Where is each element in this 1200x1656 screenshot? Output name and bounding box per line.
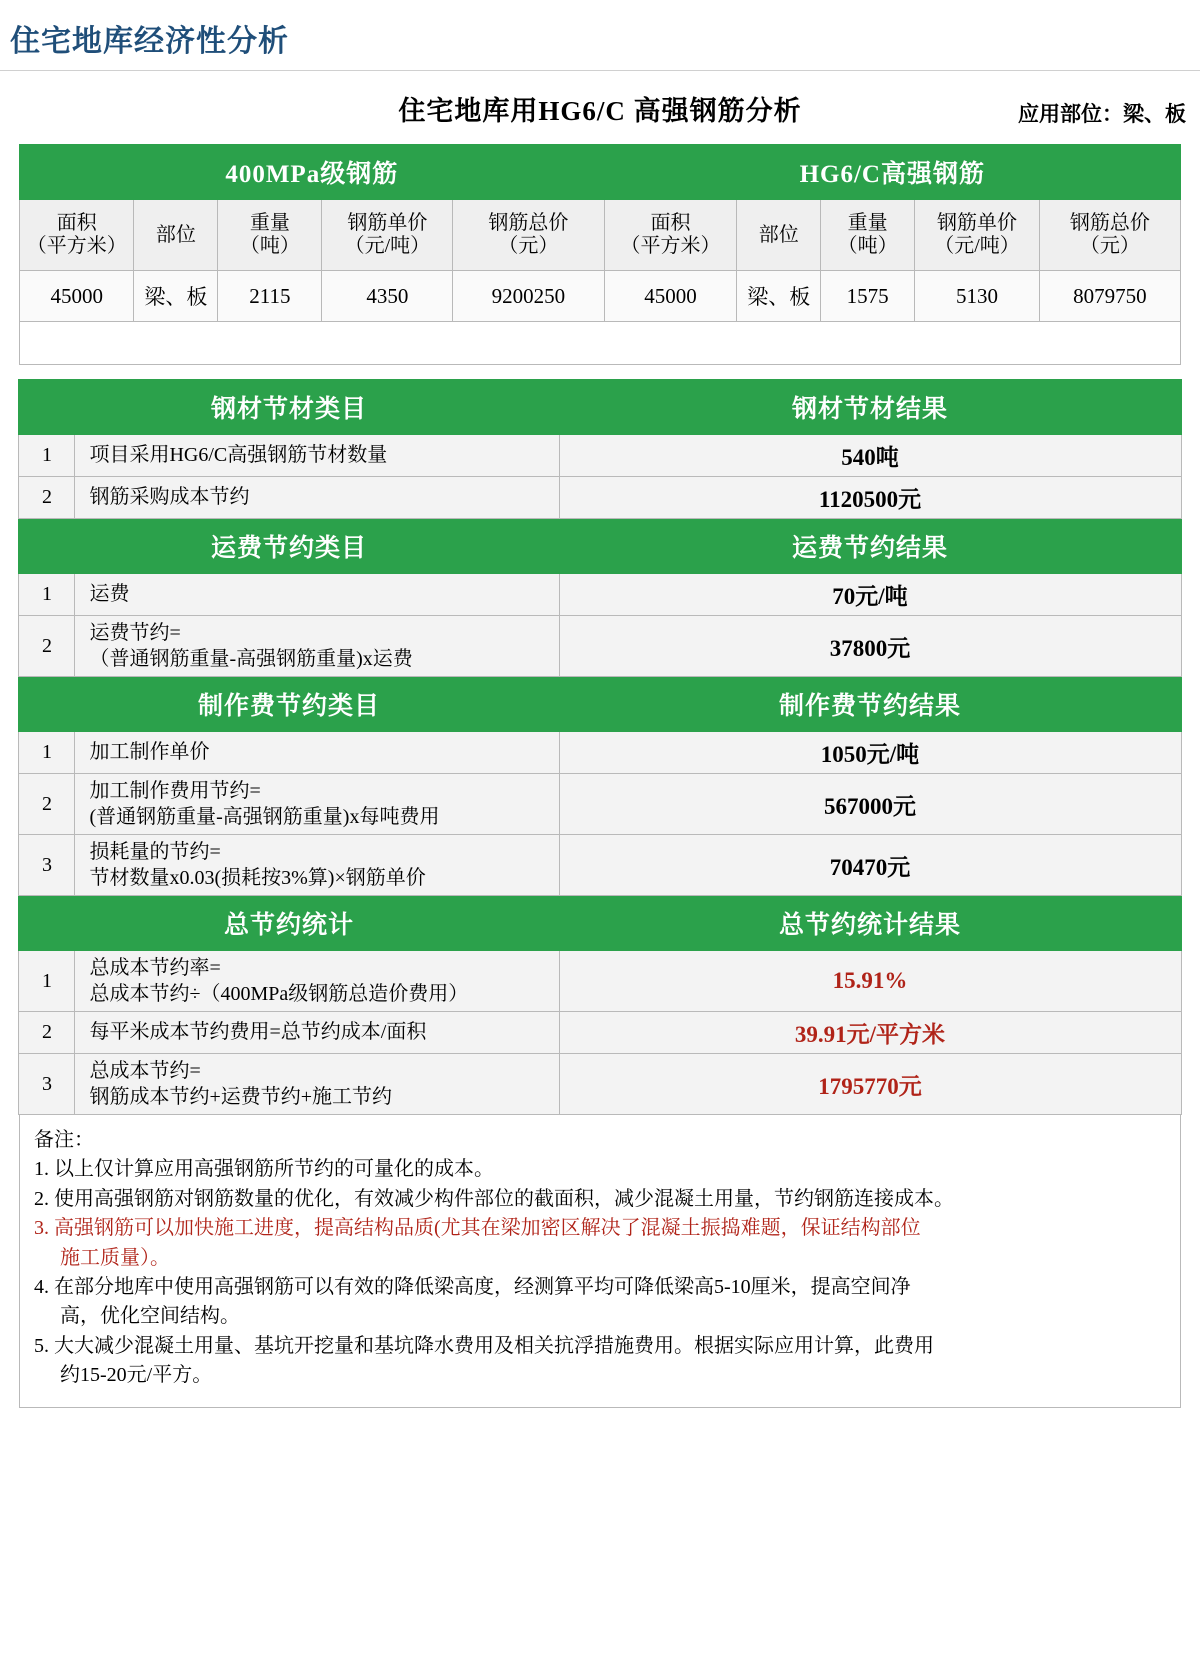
col-header-unitprice-2: 钢筋单价 （元/吨） <box>915 200 1040 271</box>
note-item-3-cont: 施工质量）。 <box>60 1246 170 1269</box>
row-number: 2 <box>19 477 75 519</box>
row-description <box>75 477 559 519</box>
col-header-weight-1: 重量 （吨） <box>218 200 322 271</box>
page-title: 住宅地库经济性分析 <box>10 25 289 58</box>
section-header-row-total <box>19 896 1181 951</box>
note-item-5-cont: 约15-20元/平方。 <box>60 1364 213 1387</box>
desc-line-1: 总成本节约率= <box>89 957 221 979</box>
application-location: 应用部位：梁、板 <box>1018 102 1186 126</box>
row-result: 540吨 <box>559 435 1181 477</box>
value-weight-1: 2115 <box>218 271 322 322</box>
row-number: 1 <box>19 732 75 774</box>
row-result: 1795770元 <box>559 1054 1181 1115</box>
row-number: 2 <box>19 774 75 835</box>
row-description <box>75 435 559 477</box>
value-part-1: 梁、板 <box>134 271 218 322</box>
col-header-weight-2: 重量 （吨） <box>821 200 915 271</box>
table-row <box>19 477 1181 519</box>
row-result: 567000元 <box>559 774 1181 835</box>
row-description <box>75 835 559 896</box>
row-number: 3 <box>19 1054 75 1115</box>
desc-line-1: 总成本节约= <box>89 1060 201 1082</box>
row-result: 70470元 <box>559 835 1181 896</box>
notes-block <box>19 1115 1181 1408</box>
desc-line-1: 损耗量的节约= <box>89 841 221 863</box>
table-row <box>19 1012 1181 1054</box>
row-number: 3 <box>19 835 75 896</box>
comparison-value-row <box>20 271 1181 322</box>
comparison-spacer-row <box>20 322 1181 365</box>
value-area-1: 45000 <box>20 271 134 322</box>
row-result: 37800元 <box>559 616 1181 677</box>
value-total-1: 9200250 <box>453 271 604 322</box>
comparison-table <box>19 144 1181 365</box>
note-item-5: 5. 大大减少混凝土用量、基坑开挖量和基坑降水费用及相关抗浮措施费用。根据实际应用计算，此费用 <box>34 1334 934 1357</box>
section-header-left-fabrication: 制作费节约类目 <box>19 677 559 732</box>
desc-line-1: 运费 <box>89 583 130 605</box>
row-number: 1 <box>19 435 75 477</box>
col-header-unitprice-1: 钢筋单价 （元/吨） <box>322 200 453 271</box>
value-weight-2: 1575 <box>821 271 915 322</box>
section-header-right-fabrication: 制作费节约结果 <box>559 677 1181 732</box>
row-description <box>75 774 559 835</box>
desc-line-2: 钢筋成本节约+运费节约+施工节约 <box>89 1086 393 1108</box>
section-header-right-steel: 钢材节材结果 <box>559 380 1181 435</box>
desc-line-2: (普通钢筋重量-高强钢筋重量)x每吨费用 <box>89 806 440 828</box>
col-header-area-1: 面积 （平方米） <box>20 200 134 271</box>
value-total-2: 8079750 <box>1039 271 1180 322</box>
section-header-row-fabrication <box>19 677 1181 732</box>
group-header-hg6c: HG6/C高强钢筋 <box>604 145 1180 200</box>
desc-line-1: 加工制作单价 <box>89 741 210 763</box>
section-header-left-steel: 钢材节材类目 <box>19 380 559 435</box>
desc-line-1: 每平米成本节约费用=总节约成本/面积 <box>89 1021 427 1043</box>
savings-table <box>18 379 1181 1115</box>
desc-line-2: 总成本节约÷（400MPa级钢筋总造价费用） <box>89 983 469 1005</box>
desc-line-2: 节材数量x0.03(损耗按3%算)×钢筋单价 <box>89 867 426 889</box>
row-result: 1050元/吨 <box>559 732 1181 774</box>
col-header-area-2: 面积 （平方米） <box>604 200 737 271</box>
table-row <box>19 951 1181 1012</box>
comparison-column-header-row <box>20 200 1181 271</box>
subtitle-row <box>0 71 1200 144</box>
row-result: 39.91元/平方米 <box>559 1012 1181 1054</box>
table-row <box>19 435 1181 477</box>
row-number: 1 <box>19 951 75 1012</box>
col-header-part-1: 部位 <box>134 200 218 271</box>
value-unitprice-2: 5130 <box>915 271 1040 322</box>
row-description <box>75 951 559 1012</box>
note-item-3: 3. 高强钢筋可以加快施工进度，提高结构品质(尤其在梁加密区解决了混凝土振捣难题，保证结构部位 <box>34 1217 921 1240</box>
row-description <box>75 1054 559 1115</box>
row-result: 1120500元 <box>559 477 1181 519</box>
value-part-2: 梁、板 <box>737 271 821 322</box>
row-number: 2 <box>19 1012 75 1054</box>
note-item-4: 4. 在部分地库中使用高强钢筋可以有效的降低梁高度，经测算平均可降低梁高5-10厘米，提高空间净 <box>34 1275 911 1298</box>
section-header-right-total: 总节约统计结果 <box>559 896 1181 951</box>
row-result: 15.91% <box>559 951 1181 1012</box>
value-area-2: 45000 <box>604 271 737 322</box>
value-unitprice-1: 4350 <box>322 271 453 322</box>
desc-line-1: 项目采用HG6/C高强钢筋节材数量 <box>89 444 388 466</box>
table-row <box>19 774 1181 835</box>
section-header-row-steel <box>19 380 1181 435</box>
note-item-2: 2. 使用高强钢筋对钢筋数量的优化，有效减少构件部位的截面积，减少混凝土用量，节约钢筋连接成本。 <box>34 1187 954 1210</box>
row-number: 2 <box>19 616 75 677</box>
row-description <box>75 1012 559 1054</box>
section-header-left-freight: 运费节约类目 <box>19 519 559 574</box>
desc-line-1: 运费节约= <box>89 622 181 644</box>
col-header-part-2: 部位 <box>737 200 821 271</box>
comparison-group-header-row <box>20 145 1181 200</box>
row-description <box>75 732 559 774</box>
desc-line-1: 加工制作费用节约= <box>89 780 261 802</box>
table-row <box>19 835 1181 896</box>
document-subtitle: 住宅地库用HG6/C 高强钢筋分析 <box>398 96 802 126</box>
desc-line-1: 钢筋采购成本节约 <box>89 486 250 508</box>
col-header-total-2: 钢筋总价 （元） <box>1039 200 1180 271</box>
row-result: 70元/吨 <box>559 574 1181 616</box>
row-description <box>75 616 559 677</box>
col-header-total-1: 钢筋总价 （元） <box>453 200 604 271</box>
row-number: 1 <box>19 574 75 616</box>
note-item-4-cont: 高，优化空间结构。 <box>60 1305 240 1328</box>
table-row <box>19 616 1181 677</box>
section-header-left-total: 总节约统计 <box>19 896 559 951</box>
notes-title: 备注： <box>34 1129 94 1151</box>
table-row <box>19 574 1181 616</box>
desc-line-2: （普通钢筋重量-高强钢筋重量)x运费 <box>89 648 413 670</box>
table-gap <box>0 365 1200 379</box>
group-header-400mpa: 400MPa级钢筋 <box>20 145 605 200</box>
spacer-cell <box>20 322 1181 365</box>
table-row <box>19 1054 1181 1115</box>
row-description <box>75 574 559 616</box>
note-item-1: 1. 以上仅计算应用高强钢筋所节约的可量化的成本。 <box>34 1158 494 1181</box>
section-header-right-freight: 运费节约结果 <box>559 519 1181 574</box>
section-header-row-freight <box>19 519 1181 574</box>
table-row <box>19 732 1181 774</box>
